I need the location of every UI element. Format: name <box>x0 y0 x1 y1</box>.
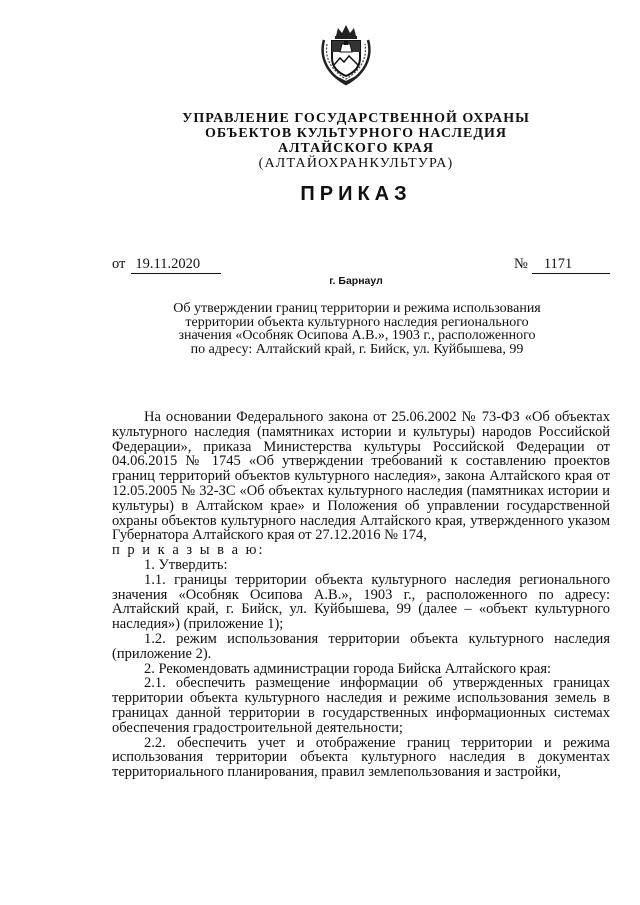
subject-line-4: по адресу: Алтайский край, г. Бийск, ул. Куйбышева, 99 <box>190 341 524 357</box>
order-date: 19.11.2020 <box>131 256 221 274</box>
agency-name-line-2: ОБЪЕКТОВ КУЛЬТУРНОГО НАСЛЕДИЯ <box>205 126 507 141</box>
order-city: г. Барнаул <box>329 275 383 287</box>
order-directive: п р и к а з ы в а ю: <box>112 542 265 559</box>
subject-line-3: значения «Особняк Осипова А.В.», 1903 г., расположенного <box>178 328 536 343</box>
coat-of-arms-icon <box>318 22 374 88</box>
document-title: ПРИКАЗ <box>300 183 412 205</box>
clause-2-1: 2.1. обеспечить размещение информации об утвержденных границах территории объекта культурного наследия и режиме использования земель в границах данной территории в государственных информационных системах обеспечения градостроительной деятельности; <box>112 675 610 736</box>
order-body <box>112 410 610 780</box>
order-date-line <box>112 256 221 274</box>
order-number: 1171 <box>532 256 610 274</box>
preamble-paragraph: На основании Федерального закона от 25.06.2002 № 73-ФЗ «Об объектах культурного наследия (памятниках истории и культуры) народов Российской Федерации», приказа Министерства культуры Российской Федерации от 04.06.2015 № 1745 «Об утверждении требований к составлению проектов границ территорий объектов культурного наследия», закона Алтайского края от 12.05.2005 № 32-ЗС «Об объектах культурного наследия (памятниках истории и культуры) в Алтайском крае» и Положения об управлении государственной охраны объектов культурного наследия Алтайского края, утвержденного указом Губернатора Алтайского края от 27.12.2016 № 174, <box>112 409 610 544</box>
number-prefix: № <box>514 256 528 272</box>
order-number-line <box>514 256 610 274</box>
subject-line-1: Об утверждении границ территории и режима использования <box>173 301 541 316</box>
agency-header <box>150 111 562 171</box>
clause-2-2: 2.2. обеспечить учет и отображение границ территории и режима использования территории объекта культурного наследия в документах территориального планирования, правил землепользования и застройки, <box>112 734 610 781</box>
order-subject <box>140 302 574 356</box>
clause-1: 1. Утвердить: <box>144 556 228 573</box>
agency-abbreviation: (АЛТАЙОХРАНКУЛЬТУРА) <box>258 156 454 171</box>
clause-2: 2. Рекомендовать администрации города Бийска Алтайского края: <box>144 660 552 677</box>
clause-1-1: 1.1. границы территории объекта культурного наследия регионального значения «Особняк Осипова А.В.», 1903 г., расположенного по адресу: Алтайский край, г. Бийск, ул. Куйбышева, 99 (далее – «объект культурного наследия») (приложение 1); <box>112 571 610 633</box>
subject-line-2: территории объекта культурного наследия регионального <box>185 314 529 330</box>
agency-name-line-1: УПРАВЛЕНИЕ ГОСУДАРСТВЕННОЙ ОХРАНЫ <box>182 111 530 126</box>
clause-1-2: 1.2. режим использования территории объекта культурного наследия (приложение 2). <box>112 630 610 662</box>
date-prefix: от <box>112 256 126 272</box>
agency-name-line-3: АЛТАЙСКОГО КРАЯ <box>277 141 435 156</box>
